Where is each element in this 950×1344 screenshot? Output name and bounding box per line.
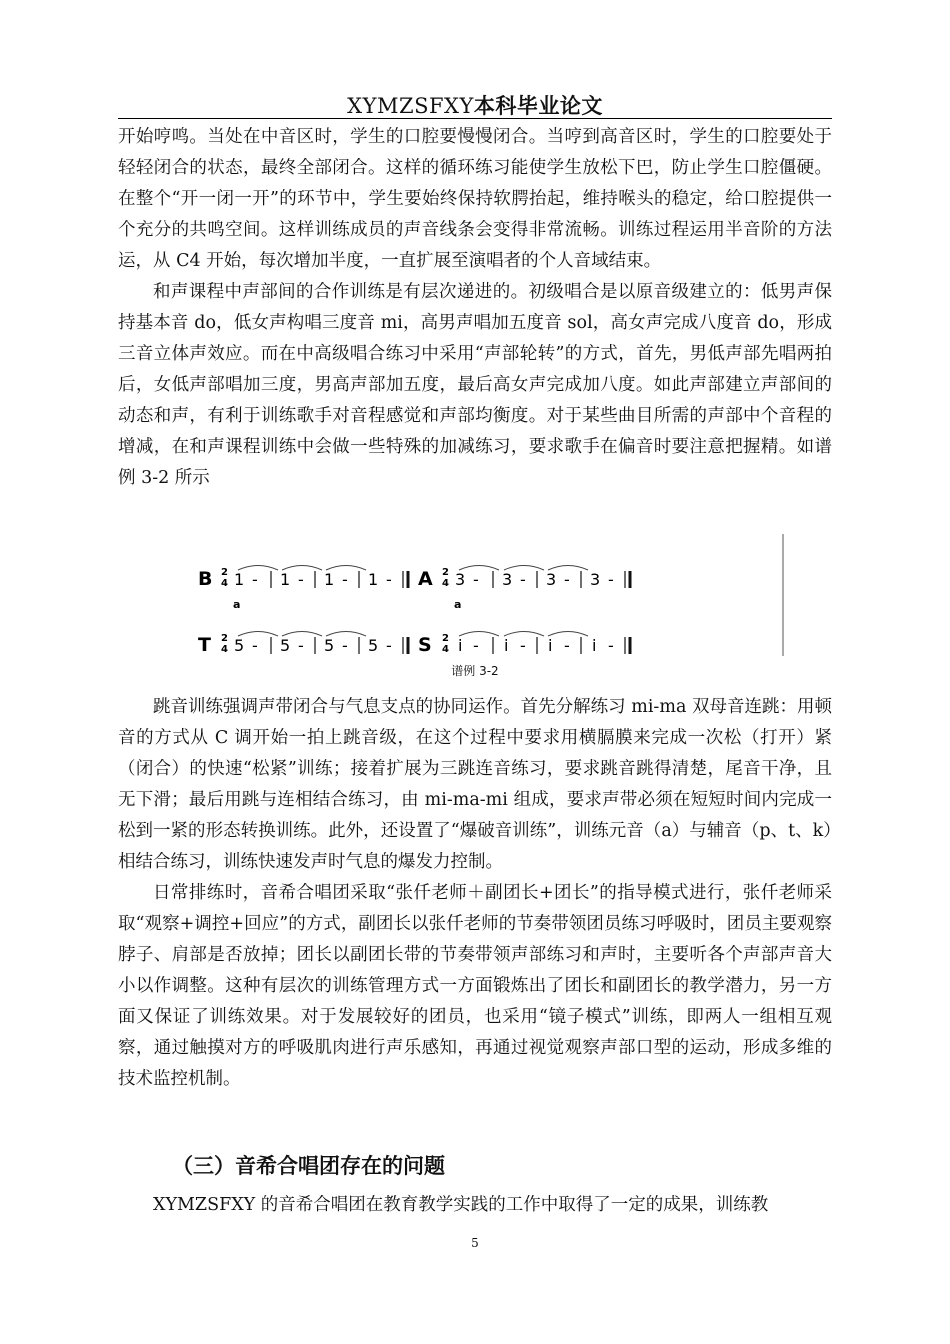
music-notation bbox=[168, 534, 786, 656]
time-sig-bottom: 4 bbox=[221, 578, 228, 589]
body-text-bottom bbox=[118, 692, 832, 1095]
time-sig-bottom: 4 bbox=[442, 578, 449, 589]
syllable: a bbox=[233, 598, 241, 611]
time-sig-bottom: 4 bbox=[442, 644, 449, 655]
header-school-code: XYMZSFXY bbox=[347, 94, 474, 118]
dash: - bbox=[608, 636, 614, 655]
figure-caption: 谱例 3-2 bbox=[451, 664, 499, 678]
note: 5 bbox=[324, 636, 335, 655]
paragraph-harmony-training: 和声课程中声部间的合作训练是有层次递进的。初级唱合是以原音级建立的：低男声保持基本音 do，低女声构唱三度音 mi，高男声唱加五度音 sol，高女声完成八度音 do，形成三音立体声效应。而在中高级唱合练习中采用“声部轮转”的方式，首先，男低声部先唱两拍后，女低声部唱加三度，男高声部加五度，最后高女声完成加八度。如此声部建立声部间的动态和声，有利于训练歌手对音程感觉和声部均衡度。对于某些曲目所需的声部中个音程的增减，在和声课程训练中会做一些特殊的加减练习，要求歌手在偏音时要注意把握精。如谱例 3-2 所示 bbox=[118, 282, 832, 488]
dash: - bbox=[386, 636, 392, 655]
note: 3 bbox=[590, 570, 601, 589]
note: 5 bbox=[234, 636, 245, 655]
note: 3 bbox=[546, 570, 557, 589]
paragraph-continuation: 开始哼鸣。当处在中音区时，学生的口腔要慢慢闭合。当哼到高音区时，学生的口腔要处于轻轻闭合的状态，最终全部闭合。这样的循环练习能使学生放松下巴，防止学生口腔僵硬。在整个“开一闭一开”的环节中，学生要始终保持软腭抬起，维持喉头的稳定，给口腔提供一个充分的共鸣空间。这样训练成员的声音线条会变得非常流畅。训练过程运用半音阶的方法运，从 C4 开始，每次增加半度，一直扩展至演唱者的个人音域结束。 bbox=[118, 127, 832, 271]
body-text-top bbox=[118, 122, 832, 494]
note: i bbox=[592, 636, 597, 655]
page-number: 5 bbox=[471, 1236, 479, 1250]
note: 3 bbox=[455, 570, 466, 589]
section-heading: （三）音希合唱团存在的问题 bbox=[172, 1154, 445, 1178]
time-sig-top: 2 bbox=[442, 567, 449, 578]
score-row-1 bbox=[198, 566, 630, 612]
dash: - bbox=[520, 636, 526, 655]
note: 1 bbox=[234, 570, 245, 589]
time-sig-top: 2 bbox=[442, 633, 449, 644]
time-sig-bottom: 4 bbox=[221, 644, 228, 655]
note: 3 bbox=[502, 570, 513, 589]
dash: - bbox=[386, 570, 392, 589]
dash: - bbox=[298, 636, 304, 655]
dash: - bbox=[252, 570, 258, 589]
note: 1 bbox=[368, 570, 379, 589]
music-example-figure bbox=[168, 534, 786, 656]
note: 5 bbox=[280, 636, 291, 655]
time-sig-top: 2 bbox=[221, 567, 228, 578]
score-row-2 bbox=[198, 632, 630, 657]
note: i bbox=[458, 636, 463, 655]
dash: - bbox=[520, 570, 526, 589]
header-title: 本科毕业论文 bbox=[473, 94, 603, 118]
syllable: a bbox=[454, 598, 462, 611]
header-rule bbox=[118, 118, 832, 119]
note: 1 bbox=[324, 570, 335, 589]
time-sig-top: 2 bbox=[221, 633, 228, 644]
paragraph-rehearsal-mode: 日常排练时，音希合唱团采取“张仟老师＋副团长+团长”的指导模式进行，张仟老师采取“观察+调控+回应”的方式，副团长以张仟老师的节奏带领团员练习呼吸时，团员主要观察脖子、肩部是否放掉；团长以副团长带的节奏带领声部练习和声时，主要听各个声部声音大小以作调整。这种有层次的训练管理方式一方面锻炼出了团长和副团长的教学潜力，另一方面又保证了训练效果。对于发展较好的团员，也采用“镜子模式”训练，即两人一组相互观察，通过触摸对方的呼吸肌肉进行声乐感知，再通过视觉观察声部口型的运动，形成多维的技术监控机制。 bbox=[118, 883, 832, 1089]
voice-label-b: B bbox=[198, 568, 213, 590]
dash: - bbox=[564, 636, 570, 655]
dash: - bbox=[473, 570, 479, 589]
dash: - bbox=[473, 636, 479, 655]
dash: - bbox=[342, 570, 348, 589]
dash: - bbox=[252, 636, 258, 655]
voice-label-s: S bbox=[418, 634, 432, 656]
dash: - bbox=[564, 570, 570, 589]
page-header bbox=[118, 90, 832, 120]
voice-label-t: T bbox=[198, 634, 211, 656]
dash: - bbox=[608, 570, 614, 589]
dash: - bbox=[342, 636, 348, 655]
voice-label-a: A bbox=[418, 568, 433, 590]
note: 1 bbox=[280, 570, 291, 589]
note: 5 bbox=[368, 636, 379, 655]
paragraph-staccato-training: 跳音训练强调声带闭合与气息支点的协同运作。首先分解练习 mi-ma 双母音连跳：用顿音的方式从 C 调开始一拍上跳音级，在这个过程中要求用横膈膜来完成一次松（打开）紧（闭合）的快速“松紧”训练；接着扩展为三跳连音练习，要求跳音跳得清楚，尾音干净，且无下滑；最后用跳与连相结合练习，由 mi-ma-mi 组成，要求声带必须在短短时间内完成一松到一紧的形态转换训练。此外，还设置了“爆破音训练”，训练元音（a）与辅音（p、t、k）相结合练习，训练快速发声时气息的爆发力控制。 bbox=[118, 697, 832, 872]
note: i bbox=[548, 636, 553, 655]
dash: - bbox=[298, 570, 304, 589]
note: i bbox=[504, 636, 509, 655]
paragraph-final: XYMZSFXY 的音希合唱团在教育教学实践的工作中取得了一定的成果，训练教 bbox=[153, 1195, 769, 1215]
